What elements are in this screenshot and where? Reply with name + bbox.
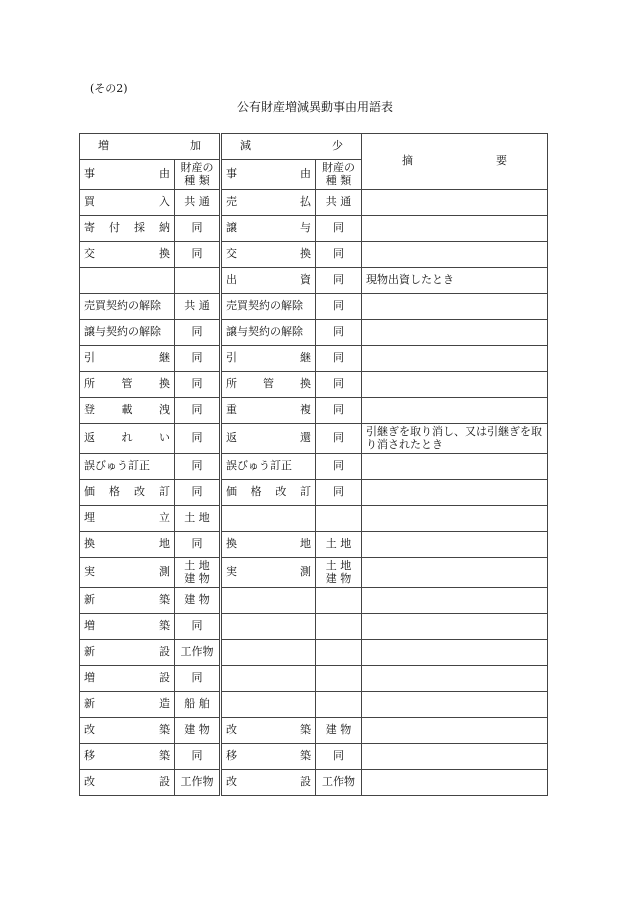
remarks-cell <box>362 614 548 640</box>
inc-kind-cell: 同 <box>175 242 221 268</box>
remarks-cell <box>362 506 548 532</box>
dec-kind-cell: 土 地 建 物 <box>316 558 362 588</box>
inc-reason-cell: 埋 立 <box>80 506 175 532</box>
dec-reason-cell: 誤びゅう訂正 <box>221 454 316 480</box>
inc-kind-cell: 共 通 <box>175 294 221 320</box>
dec-reason-cell: 譲与契約の解除 <box>221 320 316 346</box>
inc-kind-cell: 土 地 建 物 <box>175 558 221 588</box>
remarks-cell <box>362 216 548 242</box>
inc-reason-cell: 登 載 洩 <box>80 398 175 424</box>
page-title: 公有財産増減異動事由用語表 <box>236 100 393 114</box>
dec-kind-cell <box>316 614 362 640</box>
remarks-cell <box>362 744 548 770</box>
inc-kind-cell: 同 <box>175 372 221 398</box>
dec-kind-cell: 工作物 <box>316 770 362 796</box>
inc-reason-cell: 所 管 換 <box>80 372 175 398</box>
inc-kind-cell: 同 <box>175 532 221 558</box>
remarks-cell <box>362 532 548 558</box>
remarks-cell <box>362 346 548 372</box>
inc-kind-cell: 共 通 <box>175 190 221 216</box>
dec-kind-cell: 土 地 <box>316 532 362 558</box>
remarks-cell <box>362 666 548 692</box>
inc-kind-cell: 同 <box>175 614 221 640</box>
dec-kind-cell: 同 <box>316 372 362 398</box>
inc-reason-cell: 価 格 改 訂 <box>80 480 175 506</box>
dec-reason-cell: 改 設 <box>221 770 316 796</box>
inc-kind-cell: 同 <box>175 666 221 692</box>
table-row <box>80 480 548 506</box>
remarks-cell <box>362 454 548 480</box>
table-row <box>80 268 548 294</box>
inc-reason-cell: 返 れ い <box>80 424 175 454</box>
dec-kind-cell: 同 <box>316 424 362 454</box>
inc-kind-cell: 工作物 <box>175 640 221 666</box>
dec-kind-cell: 同 <box>316 454 362 480</box>
inc-reason-header: 事 由 <box>80 160 175 190</box>
table-row <box>80 320 548 346</box>
header-row-1 <box>80 134 548 160</box>
inc-kind-cell: 同 <box>175 398 221 424</box>
table-row <box>80 770 548 796</box>
table-row <box>80 372 548 398</box>
dec-kind-cell <box>316 692 362 718</box>
remarks-cell <box>362 320 548 346</box>
inc-reason-cell: 移 築 <box>80 744 175 770</box>
inc-reason-cell: 増 設 <box>80 666 175 692</box>
inc-reason-cell: 交 換 <box>80 242 175 268</box>
inc-kind-cell <box>175 268 221 294</box>
dec-kind-cell: 同 <box>316 480 362 506</box>
inc-reason-cell: 新 造 <box>80 692 175 718</box>
increase-header: 増 加 <box>80 134 221 160</box>
inc-reason-cell: 換 地 <box>80 532 175 558</box>
dec-reason-cell: 重 複 <box>221 398 316 424</box>
remarks-cell <box>362 480 548 506</box>
table-row <box>80 454 548 480</box>
table-row <box>80 242 548 268</box>
dec-reason-cell: 価 格 改 訂 <box>221 480 316 506</box>
table-row <box>80 558 548 588</box>
inc-reason-cell <box>80 268 175 294</box>
inc-reason-cell: 新 設 <box>80 640 175 666</box>
remarks-cell <box>362 692 548 718</box>
dec-reason-cell: 譲 与 <box>221 216 316 242</box>
table-row <box>80 216 548 242</box>
table-row <box>80 346 548 372</box>
table-row <box>80 640 548 666</box>
dec-reason-cell: 改 築 <box>221 718 316 744</box>
inc-reason-cell: 引 継 <box>80 346 175 372</box>
remarks-cell <box>362 190 548 216</box>
inc-kind-cell: 工作物 <box>175 770 221 796</box>
inc-reason-cell: 売買契約の解除 <box>80 294 175 320</box>
table-row <box>80 666 548 692</box>
table-row <box>80 398 548 424</box>
remarks-cell: 引継ぎを取り消し、又は引継ぎを取り消されたとき <box>362 424 548 454</box>
table-row <box>80 692 548 718</box>
dec-reason-cell <box>221 614 316 640</box>
dec-kind-cell: 同 <box>316 320 362 346</box>
inc-kind-cell: 同 <box>175 346 221 372</box>
inc-reason-cell: 改 設 <box>80 770 175 796</box>
inc-kind-cell: 建 物 <box>175 718 221 744</box>
inc-reason-cell: 実 測 <box>80 558 175 588</box>
inc-reason-cell: 寄 付 採 納 <box>80 216 175 242</box>
inc-kind-cell: 同 <box>175 320 221 346</box>
inc-kind-cell: 土 地 <box>175 506 221 532</box>
dec-kind-cell: 同 <box>316 744 362 770</box>
terms-table <box>79 133 548 796</box>
dec-kind-cell: 同 <box>316 346 362 372</box>
dec-reason-cell: 移 築 <box>221 744 316 770</box>
remarks-cell <box>362 558 548 588</box>
remarks-cell <box>362 718 548 744</box>
dec-kind-cell <box>316 506 362 532</box>
dec-kind-cell <box>316 588 362 614</box>
table-row <box>80 506 548 532</box>
remarks-cell <box>362 588 548 614</box>
dec-reason-cell <box>221 588 316 614</box>
table-row <box>80 588 548 614</box>
remarks-cell <box>362 770 548 796</box>
dec-kind-cell: 建 物 <box>316 718 362 744</box>
dec-kind-cell: 共 通 <box>316 190 362 216</box>
table-row <box>80 744 548 770</box>
remarks-cell: 現物出資したとき <box>362 268 548 294</box>
dec-reason-cell: 返 還 <box>221 424 316 454</box>
inc-reason-cell: 誤びゅう訂正 <box>80 454 175 480</box>
remarks-cell <box>362 372 548 398</box>
inc-reason-cell: 新 築 <box>80 588 175 614</box>
dec-kind-header: 財産の 種 類 <box>316 160 362 190</box>
dec-kind-cell: 同 <box>316 242 362 268</box>
table-row <box>80 424 548 454</box>
dec-kind-cell: 同 <box>316 268 362 294</box>
dec-reason-cell: 交 換 <box>221 242 316 268</box>
inc-reason-cell: 譲与契約の解除 <box>80 320 175 346</box>
table-row <box>80 532 548 558</box>
page-label: (その2) <box>90 82 128 95</box>
dec-kind-cell: 同 <box>316 294 362 320</box>
dec-kind-cell <box>316 640 362 666</box>
dec-reason-cell <box>221 640 316 666</box>
inc-reason-cell: 買 入 <box>80 190 175 216</box>
dec-reason-cell: 引 継 <box>221 346 316 372</box>
table-row <box>80 718 548 744</box>
remarks-cell <box>362 398 548 424</box>
inc-kind-cell: 船 舶 <box>175 692 221 718</box>
inc-kind-cell: 同 <box>175 216 221 242</box>
dec-reason-cell: 所 管 換 <box>221 372 316 398</box>
inc-kind-cell: 建 物 <box>175 588 221 614</box>
dec-kind-cell <box>316 666 362 692</box>
dec-reason-cell: 出 資 <box>221 268 316 294</box>
remarks-cell <box>362 242 548 268</box>
dec-reason-cell: 売 払 <box>221 190 316 216</box>
inc-kind-cell: 同 <box>175 454 221 480</box>
inc-kind-cell: 同 <box>175 744 221 770</box>
dec-reason-cell <box>221 692 316 718</box>
dec-kind-cell: 同 <box>316 398 362 424</box>
inc-reason-cell: 増 築 <box>80 614 175 640</box>
dec-reason-cell: 実 測 <box>221 558 316 588</box>
inc-kind-cell: 同 <box>175 480 221 506</box>
dec-reason-header: 事 由 <box>221 160 316 190</box>
inc-kind-header: 財産の 種 類 <box>175 160 221 190</box>
dec-reason-cell: 換 地 <box>221 532 316 558</box>
dec-kind-cell: 同 <box>316 216 362 242</box>
dec-reason-cell <box>221 666 316 692</box>
decrease-header: 減 少 <box>221 134 362 160</box>
remarks-header: 摘 要 <box>362 134 548 190</box>
dec-reason-cell: 売買契約の解除 <box>221 294 316 320</box>
table-row <box>80 190 548 216</box>
table-row <box>80 614 548 640</box>
remarks-cell <box>362 294 548 320</box>
dec-reason-cell <box>221 506 316 532</box>
inc-reason-cell: 改 築 <box>80 718 175 744</box>
inc-kind-cell: 同 <box>175 424 221 454</box>
table-row <box>80 294 548 320</box>
remarks-cell <box>362 640 548 666</box>
